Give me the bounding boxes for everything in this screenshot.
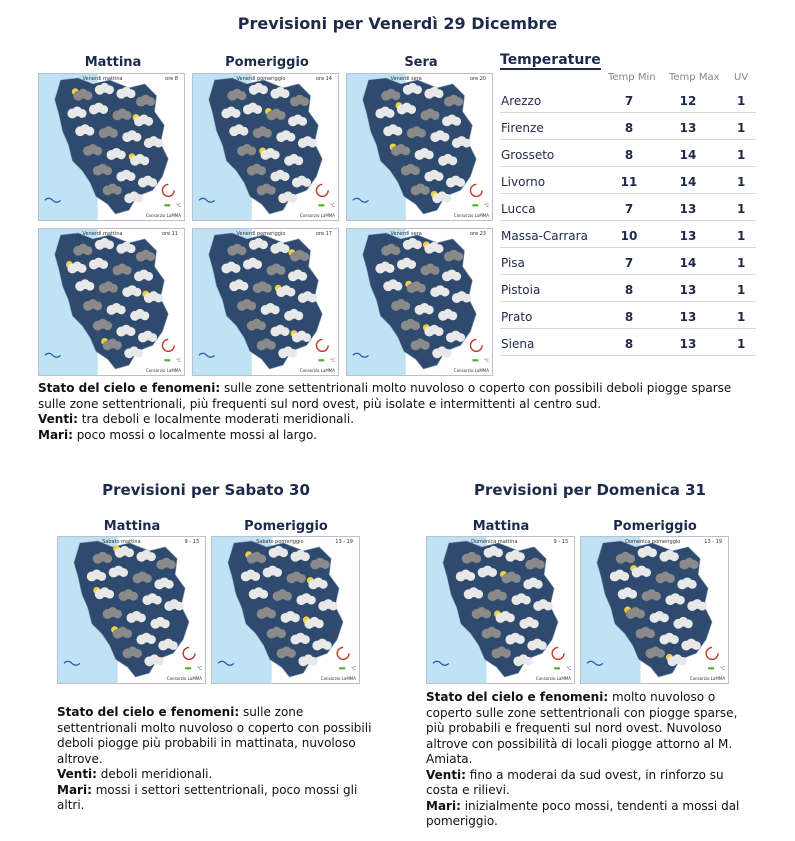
map-label: Domenica pomeriggio	[625, 539, 681, 545]
weather-map	[211, 536, 360, 684]
uv-value: 1	[737, 229, 746, 243]
sunday-period-mattina: Mattina	[472, 519, 530, 534]
map-label: Sabato mattina	[102, 539, 141, 545]
uv-value: 1	[737, 256, 746, 270]
map-unit: °C	[176, 358, 181, 363]
map-credit: Consorzio LaMMA	[320, 676, 356, 681]
tuscany-map-graphic	[347, 229, 492, 375]
map-unit: °C	[351, 666, 356, 671]
city-name: Prato	[501, 310, 533, 324]
city-name: Lucca	[501, 202, 536, 216]
uv-value: 1	[737, 310, 746, 324]
city-name: Massa-Carrara	[501, 229, 588, 243]
temperature-trend-icon	[472, 359, 478, 361]
map-label: Venerdì sera	[390, 231, 422, 237]
map-time: ore 14	[315, 76, 332, 82]
map-label: Sabato pomeriggio	[256, 539, 304, 545]
saturday-mari-text: mossi i settori settentrionali, poco mossi gli altri.	[57, 782, 358, 812]
temperature-row	[500, 221, 756, 248]
temp-min-value: 8	[624, 148, 634, 162]
tuscany-map-graphic	[39, 229, 184, 375]
weather-map	[426, 536, 575, 684]
temperature-row	[500, 194, 756, 221]
map-time: 13 - 19	[335, 539, 353, 545]
city-name: Pisa	[501, 256, 525, 270]
sunday-description	[426, 690, 741, 830]
temperature-row	[500, 86, 756, 113]
temp-max-value: 14	[679, 148, 697, 162]
map-unit: °C	[484, 203, 489, 208]
uv-value: 1	[737, 121, 746, 135]
saturday-mari-label: Mari:	[57, 782, 92, 797]
temperature-trend-icon	[472, 204, 478, 206]
map-time: 9 - 13	[184, 539, 199, 545]
uv-value: 1	[737, 202, 746, 216]
sunday-mari-label: Mari:	[426, 798, 461, 813]
temp-max-value: 14	[679, 256, 697, 270]
header-temp-max: Temp Max	[669, 72, 720, 83]
header-uv: UV	[734, 72, 749, 83]
temperature-trend-icon	[339, 667, 345, 669]
temperature-row	[500, 167, 756, 194]
uv-value: 1	[737, 148, 746, 162]
sunday-venti-text: fino a moderai da sud ovest, in rinforzo su costa e rilievi.	[426, 767, 724, 797]
weather-map	[57, 536, 206, 684]
temp-min-value: 8	[624, 283, 634, 297]
map-credit: Consorzio LaMMA	[453, 213, 489, 218]
tuscany-map-graphic	[581, 537, 728, 683]
friday-cielo-label: Stato del cielo e fenomeni:	[38, 381, 221, 395]
map-time: ore 17	[315, 231, 332, 237]
temperature-trend-icon	[164, 359, 170, 361]
city-name: Firenze	[501, 121, 544, 135]
map-label: Venerdì mattina	[82, 231, 123, 237]
temp-min-value: 8	[624, 310, 634, 324]
tuscany-map-graphic	[193, 229, 338, 375]
temp-max-value: 13	[679, 202, 697, 216]
temp-min-value: 11	[620, 175, 638, 189]
map-unit: °C	[176, 203, 181, 208]
temp-max-value: 13	[679, 121, 697, 135]
map-time: ore 8	[165, 76, 178, 82]
map-time: 9 - 13	[553, 539, 568, 545]
map-credit: Consorzio LaMMA	[453, 368, 489, 373]
tuscany-map-graphic	[427, 537, 574, 683]
map-unit: °C	[484, 358, 489, 363]
sunday-title: Previsioni per Domenica 31	[474, 481, 706, 499]
saturday-title: Previsioni per Sabato 30	[102, 481, 310, 499]
map-time: 13 - 19	[704, 539, 722, 545]
tuscany-map-graphic	[347, 74, 492, 220]
weather-map	[192, 228, 339, 376]
map-label: Venerdì pomeriggio	[236, 76, 286, 82]
temp-max-value: 13	[679, 283, 697, 297]
friday-venti-text: tra deboli e localmente moderati meridionali.	[77, 412, 355, 426]
temperature-trend-icon	[554, 667, 560, 669]
friday-mari-label: Mari:	[38, 427, 73, 442]
uv-value: 1	[737, 337, 746, 351]
tuscany-map-graphic	[39, 74, 184, 220]
uv-value: 1	[737, 283, 746, 297]
tuscany-map-graphic	[193, 74, 338, 220]
map-credit: Consorzio LaMMA	[145, 368, 181, 373]
sunday-period-pomeriggio: Pomeriggio	[613, 519, 697, 534]
saturday-venti-text: deboli meridionali.	[96, 767, 213, 781]
temp-max-value: 13	[679, 337, 697, 351]
map-credit: Consorzio LaMMA	[299, 213, 335, 218]
temp-min-value: 7	[624, 256, 634, 270]
map-label: Venerdì pomeriggio	[236, 231, 286, 237]
friday-period-mattina: Mattina	[84, 55, 142, 70]
weather-map	[38, 73, 185, 221]
temp-min-value: 7	[624, 94, 634, 108]
map-label: Venerdì sera	[390, 76, 422, 82]
saturday-cielo-text: sulle zone settentrionali molto nuvoloso o coperto con possibili deboli piogge più probabili in mattinata, nuvoloso altrove.	[57, 705, 372, 766]
friday-period-pomeriggio: Pomeriggio	[225, 55, 309, 70]
sunday-cielo-text: molto nuvoloso o coperto sulle zone settentrionali con piogge sparse, più probabili e frequenti sul nord ovest. Nuvoloso altrove con possibilità di locali piogge attorno al M. Amiata.	[426, 690, 738, 766]
temperature-trend-icon	[318, 359, 324, 361]
weather-map	[346, 228, 493, 376]
city-name: Arezzo	[501, 94, 542, 108]
temp-max-value: 13	[679, 229, 697, 243]
weather-map	[192, 73, 339, 221]
temp-max-value: 12	[679, 94, 697, 108]
temperature-trend-icon	[318, 204, 324, 206]
saturday-venti-label: Venti:	[57, 767, 97, 781]
temp-min-value: 7	[624, 202, 634, 216]
saturday-description	[57, 705, 372, 814]
temperature-title: Temperature	[500, 52, 601, 68]
temperature-row	[500, 275, 756, 302]
temp-min-value: 8	[624, 337, 634, 351]
temperature-trend-icon	[708, 667, 714, 669]
map-unit: °C	[720, 666, 725, 671]
map-time: ore 23	[469, 231, 486, 237]
saturday-period-pomeriggio: Pomeriggio	[244, 519, 328, 534]
temperature-trend-icon	[164, 204, 170, 206]
map-time: ore 20	[469, 76, 486, 82]
city-name: Grosseto	[501, 148, 555, 162]
tuscany-map-graphic	[58, 537, 205, 683]
saturday-period-mattina: Mattina	[103, 519, 161, 534]
temperature-trend-icon	[185, 667, 191, 669]
map-unit: °C	[330, 358, 335, 363]
map-unit: °C	[197, 666, 202, 671]
sunday-mari-text: inizialmente poco mossi, tendenti a mossi dal pomeriggio.	[426, 798, 740, 828]
temp-min-value: 8	[624, 121, 634, 135]
friday-cielo-text: sulle zone settentrionali molto nuvoloso o coperto con possibili deboli piogge sparse sulle zone settentrionali, più frequenti sul nord ovest, più isolate e intermittenti al centro sud.	[38, 381, 732, 411]
map-time: ore 11	[161, 231, 178, 237]
temperature-row	[500, 140, 756, 167]
uv-value: 1	[737, 94, 746, 108]
tuscany-map-graphic	[212, 537, 359, 683]
sunday-venti-label: Venti:	[426, 767, 466, 782]
weather-map	[580, 536, 729, 684]
saturday-cielo-label: Stato del cielo e fenomeni:	[57, 705, 240, 719]
friday-title: Previsioni per Venerdì 29 Dicembre	[237, 14, 558, 33]
temperature-row	[500, 302, 756, 329]
header-temp-min: Temp Min	[608, 72, 656, 83]
temperature-row	[500, 329, 756, 356]
city-name: Livorno	[501, 175, 546, 189]
temp-min-value: 10	[620, 229, 638, 243]
map-unit: °C	[330, 203, 335, 208]
map-credit: Consorzio LaMMA	[145, 213, 181, 218]
map-credit: Consorzio LaMMA	[299, 368, 335, 373]
map-credit: Consorzio LaMMA	[535, 676, 571, 681]
map-credit: Consorzio LaMMA	[166, 676, 202, 681]
map-credit: Consorzio LaMMA	[689, 676, 725, 681]
map-label: Venerdì mattina	[82, 76, 123, 82]
weather-map	[346, 73, 493, 221]
temperature-row	[500, 113, 756, 140]
weather-map	[38, 228, 185, 376]
friday-mari-text: poco mossi o localmente mossi al largo.	[72, 427, 317, 442]
uv-value: 1	[737, 175, 746, 189]
city-name: Siena	[501, 337, 535, 351]
sunday-cielo-label: Stato del cielo e fenomeni:	[426, 690, 609, 704]
friday-period-sera: Sera	[404, 55, 438, 70]
friday-description	[38, 381, 758, 443]
friday-venti-label: Venti:	[38, 412, 78, 426]
temp-max-value: 13	[679, 310, 697, 324]
map-unit: °C	[566, 666, 571, 671]
temperature-row	[500, 248, 756, 275]
temp-max-value: 14	[679, 175, 697, 189]
map-label: Domenica mattina	[471, 539, 518, 545]
city-name: Pistoia	[501, 283, 541, 297]
